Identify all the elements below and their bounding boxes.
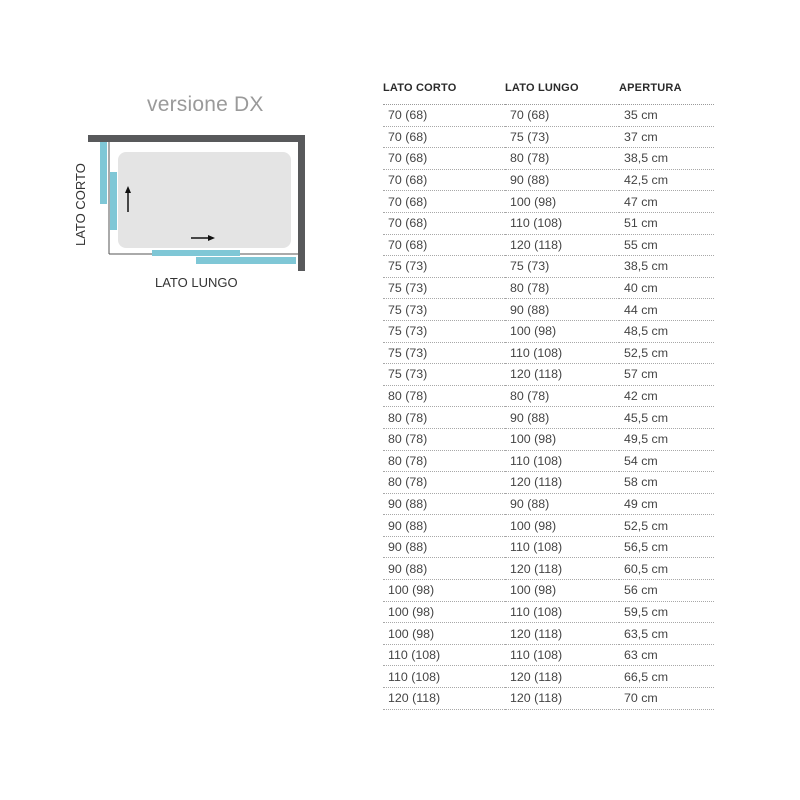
cell-opening: 49,5 cm	[619, 428, 714, 450]
cell-long-side: 75 (73)	[505, 126, 619, 148]
cell-opening: 60,5 cm	[619, 558, 714, 580]
cell-long-side: 100 (98)	[505, 191, 619, 213]
cell-long-side: 110 (108)	[505, 342, 619, 364]
cell-opening: 35 cm	[619, 105, 714, 127]
cell-short-side: 110 (108)	[383, 644, 505, 666]
cell-opening: 54 cm	[619, 450, 714, 472]
table-row	[383, 493, 714, 515]
table-row	[383, 515, 714, 537]
cell-opening: 52,5 cm	[619, 515, 714, 537]
cell-opening: 45,5 cm	[619, 407, 714, 429]
cell-opening: 38,5 cm	[619, 148, 714, 170]
table-row	[383, 450, 714, 472]
cell-short-side: 80 (78)	[383, 472, 505, 494]
cell-long-side: 100 (98)	[505, 320, 619, 342]
table-row	[383, 666, 714, 688]
cell-opening: 63,5 cm	[619, 623, 714, 645]
dimensions-table	[383, 81, 714, 710]
cell-short-side: 70 (68)	[383, 234, 505, 256]
cell-short-side: 70 (68)	[383, 191, 505, 213]
cell-long-side: 100 (98)	[505, 515, 619, 537]
cell-short-side: 100 (98)	[383, 623, 505, 645]
cell-long-side: 90 (88)	[505, 299, 619, 321]
table-row	[383, 623, 714, 645]
table-row	[383, 105, 714, 127]
cell-short-side: 100 (98)	[383, 601, 505, 623]
cell-opening: 42 cm	[619, 385, 714, 407]
short-side-fixed-glass	[100, 142, 107, 204]
table-row	[383, 472, 714, 494]
cell-short-side: 75 (73)	[383, 256, 505, 278]
cell-long-side: 90 (88)	[505, 169, 619, 191]
cell-long-side: 120 (118)	[505, 472, 619, 494]
cell-long-side: 80 (78)	[505, 277, 619, 299]
table-row	[383, 536, 714, 558]
cell-short-side: 80 (78)	[383, 428, 505, 450]
table-row	[383, 256, 714, 278]
table-header-row	[383, 81, 714, 105]
table-row	[383, 601, 714, 623]
cell-short-side: 80 (78)	[383, 385, 505, 407]
table-row	[383, 277, 714, 299]
cell-short-side: 70 (68)	[383, 148, 505, 170]
cell-long-side: 75 (73)	[505, 256, 619, 278]
cell-short-side: 100 (98)	[383, 580, 505, 602]
table-row	[383, 299, 714, 321]
cell-opening: 47 cm	[619, 191, 714, 213]
cell-opening: 52,5 cm	[619, 342, 714, 364]
cell-opening: 56,5 cm	[619, 536, 714, 558]
table-row	[383, 385, 714, 407]
cell-long-side: 120 (118)	[505, 688, 619, 710]
table-row	[383, 688, 714, 710]
cell-short-side: 75 (73)	[383, 342, 505, 364]
cell-short-side: 90 (88)	[383, 558, 505, 580]
cell-long-side: 110 (108)	[505, 644, 619, 666]
cell-short-side: 90 (88)	[383, 515, 505, 537]
cell-opening: 48,5 cm	[619, 320, 714, 342]
cell-long-side: 100 (98)	[505, 428, 619, 450]
cell-long-side: 120 (118)	[505, 558, 619, 580]
cell-long-side: 70 (68)	[505, 105, 619, 127]
cell-opening: 58 cm	[619, 472, 714, 494]
table-row	[383, 364, 714, 386]
table-row	[383, 580, 714, 602]
cell-opening: 44 cm	[619, 299, 714, 321]
header-long-side: LATO LUNGO	[505, 81, 619, 105]
short-side-sliding-glass	[110, 172, 117, 230]
cell-short-side: 75 (73)	[383, 277, 505, 299]
cell-long-side: 110 (108)	[505, 450, 619, 472]
cell-long-side: 120 (118)	[505, 666, 619, 688]
long-side-fixed-glass	[196, 257, 296, 264]
cell-short-side: 75 (73)	[383, 299, 505, 321]
cell-long-side: 110 (108)	[505, 536, 619, 558]
table-row	[383, 191, 714, 213]
cell-short-side: 80 (78)	[383, 407, 505, 429]
long-side-sliding-glass	[152, 250, 240, 256]
table-row	[383, 342, 714, 364]
shower-enclosure-diagram	[0, 0, 360, 320]
table-row	[383, 234, 714, 256]
cell-long-side: 110 (108)	[505, 212, 619, 234]
cell-opening: 37 cm	[619, 126, 714, 148]
cell-long-side: 80 (78)	[505, 148, 619, 170]
cell-long-side: 90 (88)	[505, 493, 619, 515]
label-long-side: LATO LUNGO	[155, 275, 238, 290]
label-short-side: LATO CORTO	[73, 163, 88, 246]
cell-short-side: 70 (68)	[383, 126, 505, 148]
cell-opening: 66,5 cm	[619, 666, 714, 688]
version-title: versione DX	[147, 93, 264, 116]
cell-opening: 51 cm	[619, 212, 714, 234]
table-row	[383, 428, 714, 450]
table-row	[383, 169, 714, 191]
cell-long-side: 90 (88)	[505, 407, 619, 429]
cell-opening: 42,5 cm	[619, 169, 714, 191]
cell-long-side: 120 (118)	[505, 364, 619, 386]
table-row	[383, 407, 714, 429]
cell-short-side: 70 (68)	[383, 169, 505, 191]
cell-opening: 38,5 cm	[619, 256, 714, 278]
cell-long-side: 100 (98)	[505, 580, 619, 602]
cell-short-side: 75 (73)	[383, 320, 505, 342]
shower-tray	[118, 152, 291, 248]
cell-opening: 70 cm	[619, 688, 714, 710]
table-row	[383, 212, 714, 234]
cell-short-side: 80 (78)	[383, 450, 505, 472]
header-short-side: LATO CORTO	[383, 81, 505, 105]
cell-short-side: 75 (73)	[383, 364, 505, 386]
cell-opening: 55 cm	[619, 234, 714, 256]
cell-short-side: 70 (68)	[383, 105, 505, 127]
cell-long-side: 110 (108)	[505, 601, 619, 623]
table-row	[383, 148, 714, 170]
cell-short-side: 70 (68)	[383, 212, 505, 234]
cell-long-side: 120 (118)	[505, 623, 619, 645]
cell-opening: 56 cm	[619, 580, 714, 602]
table-row	[383, 558, 714, 580]
cell-opening: 49 cm	[619, 493, 714, 515]
cell-long-side: 80 (78)	[505, 385, 619, 407]
table-body	[383, 105, 714, 710]
table-row	[383, 644, 714, 666]
cell-opening: 57 cm	[619, 364, 714, 386]
cell-short-side: 90 (88)	[383, 493, 505, 515]
header-opening: APERTURA	[619, 81, 714, 105]
cell-short-side: 120 (118)	[383, 688, 505, 710]
cell-long-side: 120 (118)	[505, 234, 619, 256]
cell-short-side: 110 (108)	[383, 666, 505, 688]
cell-opening: 63 cm	[619, 644, 714, 666]
cell-opening: 59,5 cm	[619, 601, 714, 623]
back-wall	[88, 135, 305, 142]
table-row	[383, 126, 714, 148]
cell-short-side: 90 (88)	[383, 536, 505, 558]
side-wall	[298, 135, 305, 271]
table-row	[383, 320, 714, 342]
cell-opening: 40 cm	[619, 277, 714, 299]
